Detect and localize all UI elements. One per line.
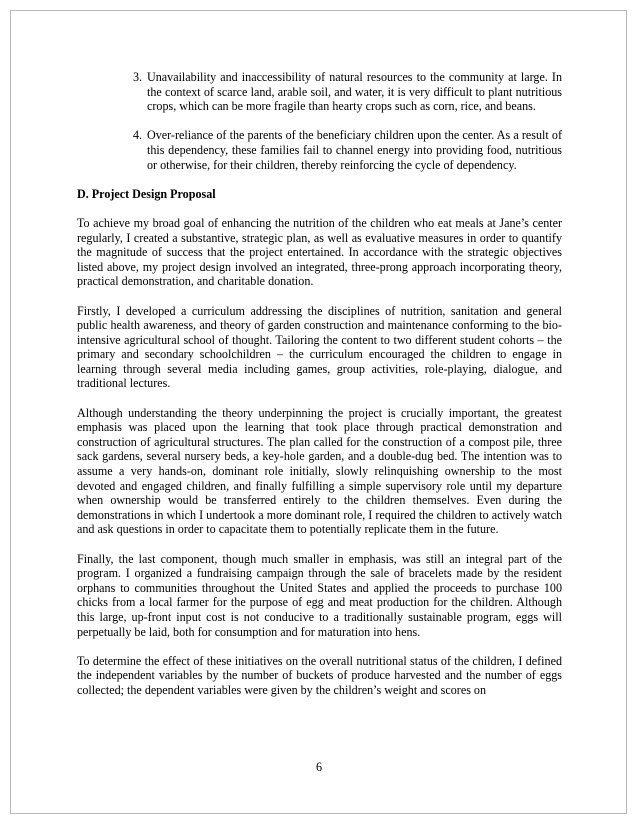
paragraph-approach: To achieve my broad goal of enhancing the nutrition of the children who eat meals at Jane’s center regularly, I created a substantive, strategic plan, as well as evaluative measures in order to quantify the magnitude of success that the project entertained. In accordance with the strategic objectives listed above, my project design involved an integrated, three-prong approach incorporating theory, practical demonstration, and charitable donation.: [77, 215, 562, 289]
list-item-3: [77, 70, 562, 114]
list-text: Unavailability and inaccessibility of natural resources to the community at large. In the context of scarce land, arable soil, and water, it is very difficult to plant nutritious crops, which can be more fragile than hearty crops such as corn, rice, and beans.: [147, 70, 562, 114]
list-text: Over-reliance of the parents of the beneficiary children upon the center. As a result of this dependency, these families fail to channel energy into providing food, nutritious or otherwise, for their children, thereby reinforcing the cycle of dependency.: [147, 128, 562, 172]
paragraph-demonstration: Although understanding the theory underpinning the project is crucially important, the greatest emphasis was placed upon the learning that took place through practical demonstration and construction of agricultural structures. The plan called for the construction of a compost pile, three sack gardens, several nursery beds, a key-hole garden, and a double-dug bed. The intention was to assume a very hands-on, dominant role initially, slowly relinquishing ownership to the most devoted and engaged children, and finally fulfilling a simple supervisory role until my departure when ownership would be transferred entirely to the children themselves. Even during the demonstrations in which I undertook a more dominant role, I required the children to actively watch and ask questions in order to capacitate them to potentially replicate them in the future.: [77, 405, 562, 537]
list-item-4: [77, 128, 562, 172]
section-heading: D. Project Design Proposal: [77, 186, 216, 201]
document-page: [77, 70, 562, 712]
paragraph-evaluation: To determine the effect of these initiatives on the overall nutritional status of the children, I defined the independent variables by the number of buckets of produce harvested and the number of eggs collected; the dependent variables were given by the children’s weight and scores on: [77, 653, 562, 697]
page-number: 6: [315, 760, 323, 774]
list-number: 3.: [133, 70, 143, 84]
paragraph-curriculum: Firstly, I developed a curriculum addressing the disciplines of nutrition, sanitation and general public health awareness, and theory of garden construction and maintenance conforming to the bio-intensive agricultural school of thought. Tailoring the content to two different student cohorts – the primary and secondary schoolchildren – the curriculum encouraged the children to engage in learning through several media including games, group activities, role-playing, dialogue, and traditional lectures.: [77, 303, 562, 391]
paragraph-fundraising: Finally, the last component, though much smaller in emphasis, was still an integral part of the program. I organized a fundraising campaign through the sale of bracelets made by the resident orphans to communities throughout the United States and applied the proceeds to purchase 100 chicks from a local farmer for the purpose of egg and meat production for the children. Although this large, up-front input cost is not conducive to a traditionally sustainable program, eggs will perpetually be laid, both for consumption and for maturation into hens.: [77, 551, 562, 639]
list-number: 4.: [133, 128, 143, 143]
